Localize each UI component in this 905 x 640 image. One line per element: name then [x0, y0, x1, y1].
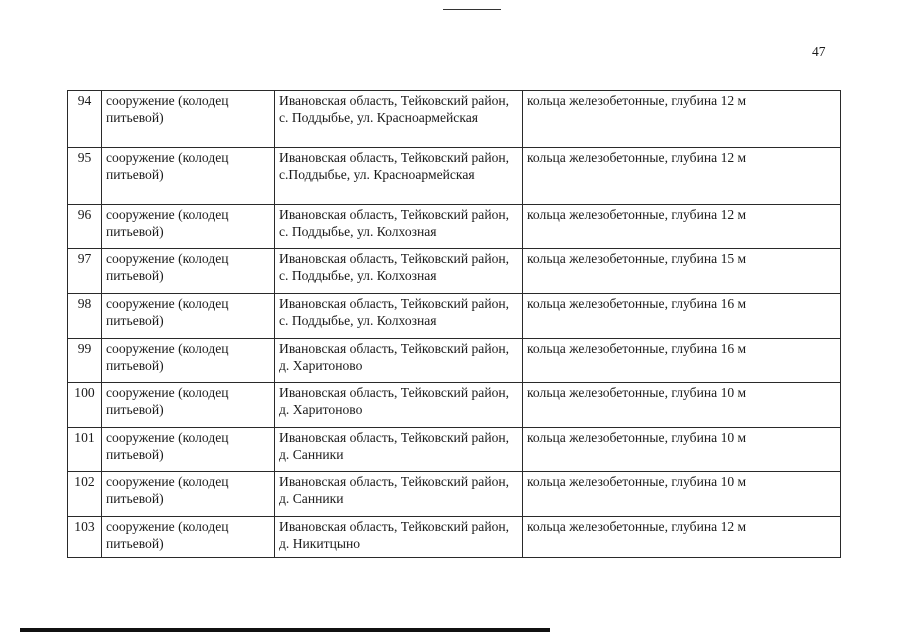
row-number: 94	[68, 91, 102, 148]
object-description: кольца железобетонные, глубина 12 м	[523, 91, 841, 148]
object-address: Ивановская область, Тейковский район, с. Поддыбье, ул. Колхозная	[275, 294, 523, 339]
object-description: кольца железобетонные, глубина 12 м	[523, 205, 841, 249]
object-type: сооружение (колодец питьевой)	[102, 91, 275, 148]
table-row	[68, 205, 841, 249]
object-type: сооружение (колодец питьевой)	[102, 294, 275, 339]
object-description: кольца железобетонные, глубина 12 м	[523, 148, 841, 205]
header-rule	[443, 9, 501, 10]
object-address: Ивановская область, Тейковский район, д. Харитоново	[275, 339, 523, 383]
table-row	[68, 91, 841, 148]
object-type: сооружение (колодец питьевой)	[102, 472, 275, 517]
object-address: Ивановская область, Тейковский район, с. Поддыбье, ул. Колхозная	[275, 205, 523, 249]
row-number: 103	[68, 517, 102, 558]
row-number: 98	[68, 294, 102, 339]
object-description: кольца железобетонные, глубина 16 м	[523, 339, 841, 383]
object-description: кольца железобетонные, глубина 15 м	[523, 249, 841, 294]
object-type: сооружение (колодец питьевой)	[102, 205, 275, 249]
row-number: 99	[68, 339, 102, 383]
object-type: сооружение (колодец питьевой)	[102, 339, 275, 383]
row-number: 101	[68, 428, 102, 472]
object-description: кольца железобетонные, глубина 10 м	[523, 472, 841, 517]
table-row	[68, 517, 841, 558]
row-number: 100	[68, 383, 102, 428]
object-address: Ивановская область, Тейковский район, с. Поддыбье, ул. Колхозная	[275, 249, 523, 294]
object-description: кольца железобетонные, глубина 10 м	[523, 383, 841, 428]
row-number: 96	[68, 205, 102, 249]
object-type: сооружение (колодец питьевой)	[102, 249, 275, 294]
object-address: Ивановская область, Тейковский район, с.Поддыбье, ул. Красноармейская	[275, 148, 523, 205]
row-number: 97	[68, 249, 102, 294]
object-address: Ивановская область, Тейковский район, с. Поддыбье, ул. Красноармейская	[275, 91, 523, 148]
object-type: сооружение (колодец питьевой)	[102, 517, 275, 558]
table-row	[68, 428, 841, 472]
table-row	[68, 249, 841, 294]
row-number: 95	[68, 148, 102, 205]
table-row	[68, 148, 841, 205]
object-address: Ивановская область, Тейковский район, д. Санники	[275, 472, 523, 517]
object-description: кольца железобетонные, глубина 12 м	[523, 517, 841, 558]
object-type: сооружение (колодец питьевой)	[102, 148, 275, 205]
object-description: кольца железобетонные, глубина 10 м	[523, 428, 841, 472]
table-row	[68, 294, 841, 339]
table-row	[68, 472, 841, 517]
scan-edge-bar	[20, 628, 550, 632]
object-address: Ивановская область, Тейковский район, д. Санники	[275, 428, 523, 472]
object-type: сооружение (колодец питьевой)	[102, 383, 275, 428]
table-row	[68, 339, 841, 383]
object-type: сооружение (колодец питьевой)	[102, 428, 275, 472]
wells-registry-table	[67, 90, 841, 558]
table-row	[68, 383, 841, 428]
page-number: 47	[812, 44, 826, 59]
object-description: кольца железобетонные, глубина 16 м	[523, 294, 841, 339]
object-address: Ивановская область, Тейковский район, д. Харитоново	[275, 383, 523, 428]
row-number: 102	[68, 472, 102, 517]
object-address: Ивановская область, Тейковский район, д. Никитцыно	[275, 517, 523, 558]
